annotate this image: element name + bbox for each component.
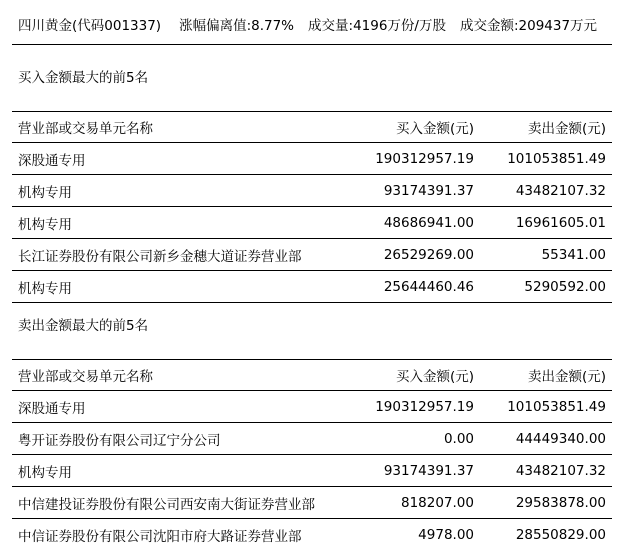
row-sell: 44449340.00 xyxy=(515,430,606,447)
table-row xyxy=(12,455,612,486)
row-name: 粤开证券股份有限公司辽宁分公司 xyxy=(18,432,221,449)
row-sell: 101053851.49 xyxy=(507,150,606,167)
section-title-sell: 卖出金额最大的前5名 xyxy=(18,318,149,334)
row-sell: 43482107.32 xyxy=(515,182,606,199)
document-header xyxy=(18,14,610,34)
col-header-sell: 卖出金额(元) xyxy=(527,121,606,137)
table-row xyxy=(12,175,612,206)
row-buy: 25644460.46 xyxy=(383,278,474,295)
row-sell: 5290592.00 xyxy=(524,278,606,295)
row-name: 机构专用 xyxy=(18,464,72,481)
col-header-buy: 买入金额(元) xyxy=(395,369,474,385)
row-buy: 93174391.37 xyxy=(383,182,474,199)
table-row xyxy=(12,487,612,518)
table-row xyxy=(12,239,612,270)
row-name: 长江证券股份有限公司新乡金穗大道证券营业部 xyxy=(18,248,302,265)
row-sell: 28550829.00 xyxy=(515,526,606,543)
deviation-value: 涨幅偏离值:8.77% xyxy=(179,18,295,34)
header-divider xyxy=(12,44,612,45)
row-buy: 4978.00 xyxy=(418,526,474,543)
row-sell: 43482107.32 xyxy=(515,462,606,479)
sell-table xyxy=(12,359,612,550)
table-row xyxy=(12,207,612,238)
table-row xyxy=(12,143,612,174)
row-sell: 29583878.00 xyxy=(515,494,606,511)
table-header-row xyxy=(12,360,612,390)
table-row xyxy=(12,519,612,550)
table-bottom-border xyxy=(12,302,612,303)
stock-name-code: 四川黄金(代码001337) xyxy=(18,18,162,34)
row-name: 机构专用 xyxy=(18,216,72,233)
row-buy: 48686941.00 xyxy=(383,214,474,231)
row-name: 深股通专用 xyxy=(18,152,86,169)
row-name: 机构专用 xyxy=(18,184,72,201)
col-header-sell: 卖出金额(元) xyxy=(527,369,606,385)
table-header-row xyxy=(12,112,612,142)
row-buy: 190312957.19 xyxy=(375,398,474,415)
row-buy: 26529269.00 xyxy=(383,246,474,263)
row-sell: 101053851.49 xyxy=(507,398,606,415)
row-name: 中信建投证券股份有限公司西安南大街证券营业部 xyxy=(18,496,315,513)
row-name: 机构专用 xyxy=(18,280,72,297)
row-name: 深股通专用 xyxy=(18,400,86,417)
buy-table xyxy=(12,111,612,303)
table-row xyxy=(12,391,612,422)
col-header-name: 营业部或交易单元名称 xyxy=(18,369,153,385)
col-header-name: 营业部或交易单元名称 xyxy=(18,121,153,137)
amount-value: 成交金额:209437万元 xyxy=(459,18,598,34)
col-header-buy: 买入金额(元) xyxy=(395,121,474,137)
row-sell: 16961605.01 xyxy=(515,214,606,231)
row-name: 中信证券股份有限公司沈阳市府大路证券营业部 xyxy=(18,528,302,545)
volume-value: 成交量:4196万份/万股 xyxy=(308,18,446,34)
table-row xyxy=(12,423,612,454)
row-buy: 0.00 xyxy=(443,430,474,447)
row-buy: 190312957.19 xyxy=(375,150,474,167)
table-row xyxy=(12,271,612,302)
row-buy: 93174391.37 xyxy=(383,462,474,479)
row-sell: 55341.00 xyxy=(541,246,606,263)
row-buy: 818207.00 xyxy=(400,494,474,511)
section-title-buy: 买入金额最大的前5名 xyxy=(18,70,149,86)
